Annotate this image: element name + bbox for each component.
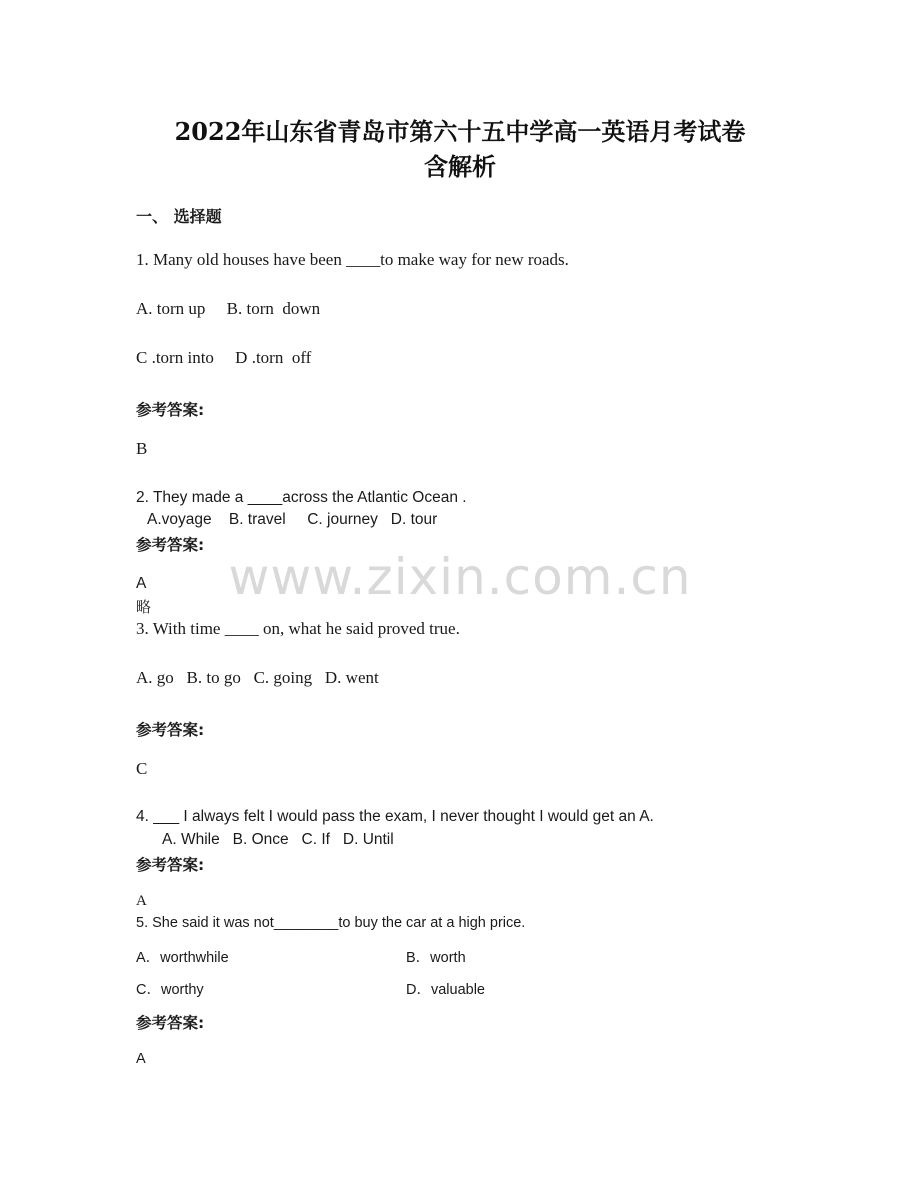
question-5-option-a: A．worthwhile bbox=[136, 950, 229, 966]
question-1-options-ab: A. torn up B. torn down bbox=[136, 299, 321, 318]
document-title-line2: 含解析 bbox=[424, 152, 496, 181]
watermark: www.zixin.com.cn bbox=[228, 548, 692, 606]
question-1-stem: 1. Many old houses have been ____to make way for new roads. bbox=[136, 250, 569, 269]
question-3-stem: 3. With time ____ on, what he said proved true. bbox=[136, 619, 460, 638]
question-3-answer: C bbox=[136, 759, 148, 778]
question-5-answer: A bbox=[136, 1051, 146, 1067]
question-4-answer: A bbox=[136, 893, 147, 909]
answer-label: 参考答案: bbox=[136, 721, 205, 739]
answer-label: 参考答案: bbox=[136, 401, 205, 419]
question-2-options: A.voyage B. travel C. journey D. tour bbox=[147, 511, 438, 528]
question-2-note: 略 bbox=[136, 598, 152, 616]
answer-label: 参考答案: bbox=[136, 1014, 205, 1032]
question-4-stem: 4. ___ I always felt I would pass the exam, I never thought I would get an A. bbox=[136, 808, 654, 825]
question-2-answer: A bbox=[136, 575, 147, 592]
document-title-line1: 2022年山东省青岛市第六十五中学高一英语月考试卷 bbox=[174, 117, 746, 146]
answer-label: 参考答案: bbox=[136, 856, 205, 874]
question-1-answer: B bbox=[136, 439, 148, 458]
question-5-option-b: B．worth bbox=[406, 950, 466, 966]
question-2-stem: 2. They made a ____across the Atlantic Ocean . bbox=[136, 489, 467, 506]
section-heading: 一、 选择题 bbox=[136, 207, 222, 226]
question-4-options: A. While B. Once C. If D. Until bbox=[162, 831, 394, 848]
question-3-options: A. go B. to go C. going D. went bbox=[136, 668, 379, 687]
question-5-option-c: C．worthy bbox=[136, 982, 204, 998]
answer-label: 参考答案: bbox=[136, 536, 205, 554]
question-5-option-d: D．valuable bbox=[406, 982, 485, 998]
question-5-stem: 5. She said it was not________to buy the car at a high price. bbox=[136, 915, 526, 931]
question-1-options-cd: C .torn into D .torn off bbox=[136, 348, 312, 367]
